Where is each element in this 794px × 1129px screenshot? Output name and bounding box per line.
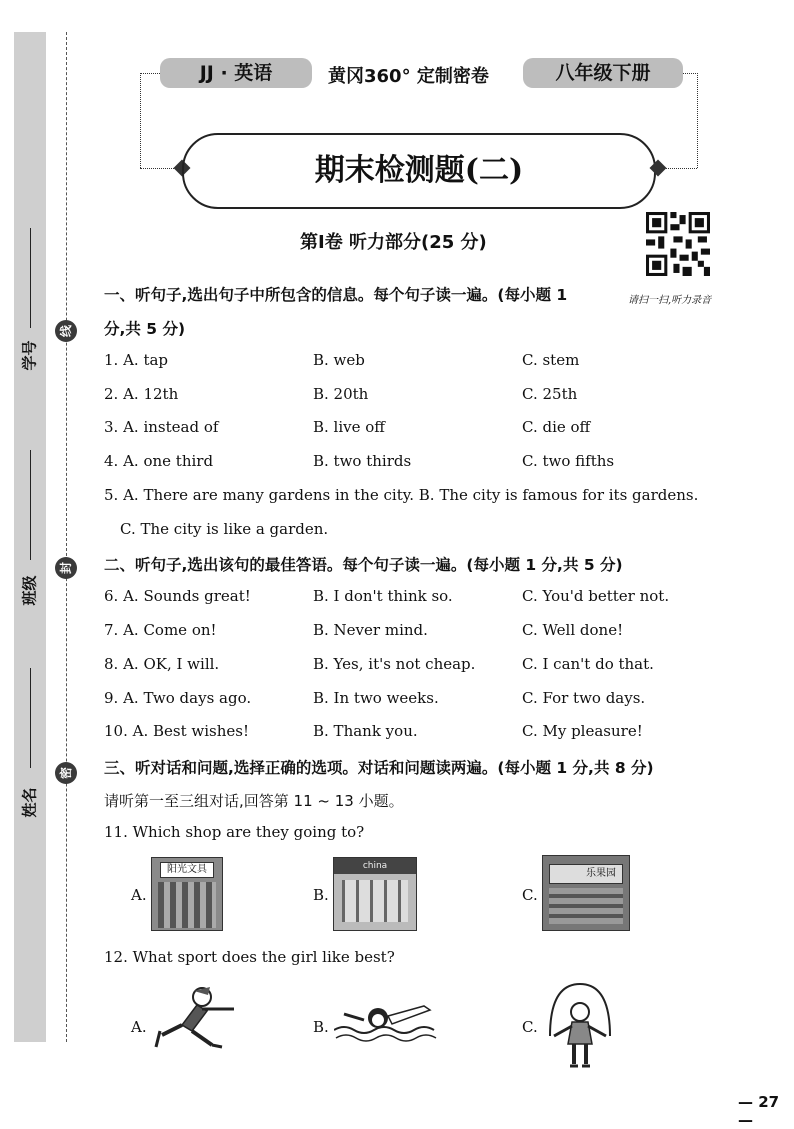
q6-option-a: 6. A. Sounds great!: [104, 587, 251, 605]
binding-dashed-line: [66, 32, 67, 1042]
part1-title: 第Ⅰ卷 听力部分(25 分): [300, 232, 487, 253]
seal-seal-marker: 封: [55, 557, 77, 579]
q2-option-a: 2. A. 12th: [104, 385, 179, 403]
running-icon: [152, 983, 242, 1055]
q9-option-a: 9. A. Two days ago.: [104, 689, 252, 707]
q6-option-c: C. You'd better not.: [522, 587, 670, 605]
q11-b-shop-window: [342, 880, 408, 922]
header-dotted-right-v: [697, 73, 698, 168]
q3-option-b: B. live off: [313, 418, 385, 436]
header-dotted-left: [140, 73, 160, 74]
q11-a-shop-front: [158, 882, 216, 928]
student-id-label: 学号: [20, 340, 39, 371]
q10-option-b: B. Thank you.: [313, 722, 418, 740]
q11-c-shop-sign: 乐果园: [549, 864, 623, 884]
q11-a-shop-sign: 阳光文具: [160, 862, 214, 878]
q1-option-a: 1. A. tap: [104, 351, 169, 369]
q11-option-a-label: A.: [131, 886, 147, 904]
q8-option-c: C. I can't do that.: [522, 655, 654, 673]
q7-option-b: B. Never mind.: [313, 621, 428, 639]
q10-option-a: 10. A. Best wishes!: [104, 722, 249, 740]
q4-option-b: B. two thirds: [313, 452, 412, 470]
section3-sub-instruction: 请听第一至三组对话,回答第 11 ~ 13 小题。: [104, 792, 404, 810]
q11-option-b-label: B.: [313, 886, 329, 904]
qr-code-icon[interactable]: [646, 212, 710, 276]
q3-option-c: C. die off: [522, 418, 591, 436]
q12-question: 12. What sport does the girl like best?: [104, 948, 395, 966]
header-dotted-right-h2: [664, 168, 697, 169]
section2-instruction: 二、听句子,选出该句的最佳答语。每个句子读一遍。(每小题 1 分,共 5 分): [104, 556, 623, 574]
q1-option-b: B. web: [313, 351, 365, 369]
header-dotted-left-h2: [140, 168, 176, 169]
q11-c-fruit-stall: [549, 888, 623, 924]
q2-option-b: B. 20th: [313, 385, 369, 403]
section1-instruction-cont: 分,共 5 分): [104, 320, 186, 338]
q11-option-c-label: C.: [522, 886, 538, 904]
swimming-icon: [334, 998, 444, 1048]
q6-option-b: B. I don't think so.: [313, 587, 453, 605]
qr-caption: 请扫一扫,听力录音: [628, 295, 712, 306]
q1-option-c: C. stem: [522, 351, 580, 369]
grade-badge: 八年级下册: [523, 58, 683, 88]
name-label: 姓名: [20, 787, 39, 818]
rope-skipping-icon: [540, 982, 620, 1074]
q2-option-c: C. 25th: [522, 385, 578, 403]
q11-b-shop-sign: china: [334, 858, 416, 874]
student-id-blank: [30, 228, 31, 328]
q11-stationery-shop-image: [151, 857, 223, 931]
q11-fruit-shop-image: [542, 855, 630, 931]
q11-clothes-shop-image: [333, 857, 417, 931]
header-dotted-right: [683, 73, 698, 74]
q8-option-b: B. Yes, it's not cheap.: [313, 655, 476, 673]
q7-option-c: C. Well done!: [522, 621, 624, 639]
class-blank: [30, 450, 31, 560]
q5-option-c: C. The city is like a garden.: [120, 520, 329, 538]
q9-option-c: C. For two days.: [522, 689, 646, 707]
exam-title: 期末检测题(二): [182, 133, 656, 209]
q7-option-a: 7. A. Come on!: [104, 621, 217, 639]
q5-options-ab: 5. A. There are many gardens in the city. B. The city is famous for its gardens.: [104, 486, 699, 504]
name-blank: [30, 668, 31, 768]
seal-secret-marker: 密: [55, 762, 77, 784]
q12-option-c-label: C.: [522, 1018, 538, 1036]
header-dotted-left-v: [140, 73, 141, 168]
seal-line-marker: 线: [55, 320, 77, 342]
q4-option-c: C. two fifths: [522, 452, 615, 470]
page-number: — 27 —: [738, 1093, 780, 1129]
class-label: 班级: [20, 575, 39, 606]
section1-instruction: 一、听句子,选出句子中所包含的信息。每个句子读一遍。(每小题 1: [104, 286, 568, 304]
q4-option-a: 4. A. one third: [104, 452, 214, 470]
q8-option-a: 8. A. OK, I will.: [104, 655, 220, 673]
q3-option-a: 3. A. instead of: [104, 418, 219, 436]
q9-option-b: B. In two weeks.: [313, 689, 439, 707]
q11-question: 11. Which shop are they going to?: [104, 823, 365, 841]
series-name: 黄冈360° 定制密卷: [328, 66, 489, 87]
subject-badge: JJ · 英语: [160, 58, 312, 88]
q12-option-a-label: A.: [131, 1018, 147, 1036]
q12-option-b-label: B.: [313, 1018, 329, 1036]
section3-instruction: 三、听对话和问题,选择正确的选项。对话和问题读两遍。(每小题 1 分,共 8 分): [104, 759, 654, 777]
q10-option-c: C. My pleasure!: [522, 722, 643, 740]
